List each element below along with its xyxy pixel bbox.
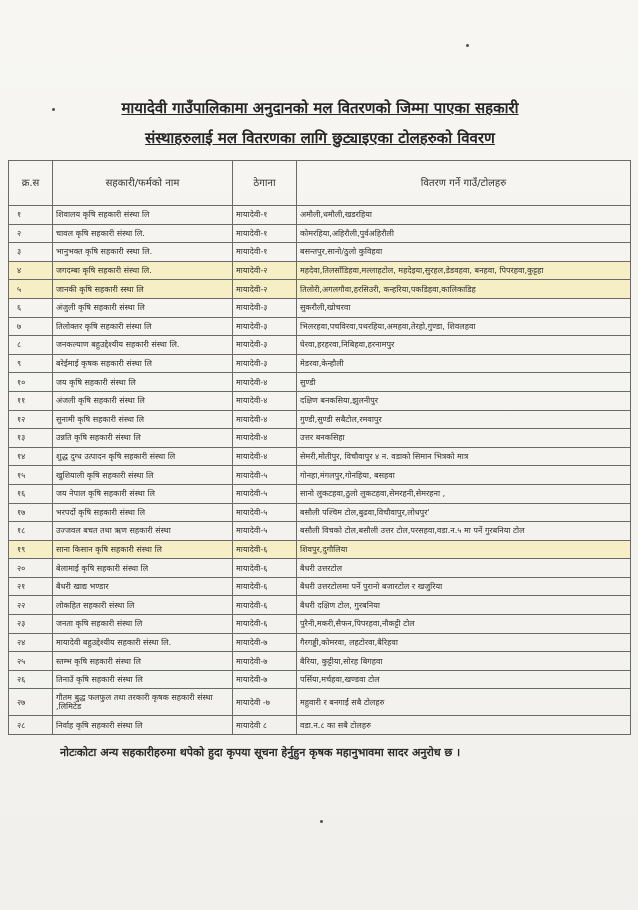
cell-serial: १८: [9, 522, 53, 541]
cell-villages: बसन्तपुर,सानो/ठुलो कुविहवा: [297, 243, 631, 262]
table-row: [9, 670, 631, 689]
cell-serial: १०: [9, 373, 53, 392]
cell-villages: सुण्डी: [297, 373, 631, 392]
cell-organization: जनकल्याण बहुउद्देश्यीय सहकारी संस्था लि.: [53, 336, 233, 355]
cell-organization: निर्वाह कृषि सहकारी संस्था लि: [53, 716, 233, 735]
cell-organization: जय नेपाल कृषि सहकारी संस्था लि: [53, 484, 233, 503]
scan-speck: [466, 44, 469, 47]
col-header-address: ठेगाना: [233, 161, 297, 206]
table-row: [9, 633, 631, 652]
table-row: [9, 429, 631, 448]
cell-address: मायादेवी-३: [233, 336, 297, 355]
table-row: [9, 466, 631, 485]
cell-villages: मेडरवा,केन्हौली: [297, 354, 631, 373]
cell-serial: १५: [9, 466, 53, 485]
cell-address: मायादेवी-४: [233, 373, 297, 392]
cell-serial: २८: [9, 716, 53, 735]
cell-villages: पुरैनी,मकरी,सैफन,पिपरहवा,नौकट्टी टोल: [297, 615, 631, 634]
cell-serial: ३: [9, 243, 53, 262]
cell-villages: कोमरहिया,अहिरौली,पुर्वअहिरौली: [297, 224, 631, 243]
table-row: [9, 336, 631, 355]
cell-address: मायादेवी ८: [233, 716, 297, 735]
cell-address: मायादेवी-१: [233, 224, 297, 243]
table-row: [9, 206, 631, 225]
cell-villages: अमौली,धमौली,खडरहिया: [297, 206, 631, 225]
cell-villages: बसौली पश्चिम टोल,बुढवा,विचौवापुर,लोधपुर': [297, 503, 631, 522]
cell-address: मायादेवी-२: [233, 280, 297, 299]
cell-villages: महुवारी र बनगाईं सबै टोलहरु: [297, 689, 631, 716]
cell-organization: उन्नति कृषि सहकारी संस्था लि: [53, 429, 233, 448]
distribution-table: [8, 160, 631, 735]
cell-villages: शिवपुर,दुगौलिया: [297, 540, 631, 559]
cell-organization: मायादेवी बहुउद्देश्यीय सहकारी संस्था लि.: [53, 633, 233, 652]
cell-villages: बैरिया, कुट्टीया,सोरह बिगहवा: [297, 652, 631, 671]
col-header-villages: वितरण गर्ने गाउँ/टोलहरु: [297, 161, 631, 206]
cell-serial: १३: [9, 429, 53, 448]
col-header-serial: क्र.स: [9, 161, 53, 206]
cell-serial: २: [9, 224, 53, 243]
cell-address: मायादेवी-४: [233, 410, 297, 429]
cell-villages: तिलोरी,अगलगौवा,हरसिउरी, कन्हरिया,पकडिहवा,कालिकाडिह: [297, 280, 631, 299]
cell-address: मायादेवी-४: [233, 429, 297, 448]
cell-villages: उत्तर बनकसिहा: [297, 429, 631, 448]
cell-organization: जनता कृषि सहकारी संस्था लि: [53, 615, 233, 634]
document-title-line2: संस्थाहरुलाई मल वितरणका लागि छुट्याइएका टोलहरुको विवरण: [145, 129, 495, 147]
col-header-organization: सहकारी/फर्मको नाम: [53, 161, 233, 206]
cell-organization: तिनाउँ कृषि सहकारी संस्था लि: [53, 670, 233, 689]
cell-address: मायादेवी-७: [233, 652, 297, 671]
cell-villages: सुकरौली,खोचरवा: [297, 298, 631, 317]
cell-serial: ५: [9, 280, 53, 299]
cell-villages: गोनहा,मंगलपुर,गोनहिया, बसहवा: [297, 466, 631, 485]
cell-serial: १९: [9, 540, 53, 559]
cell-serial: १६: [9, 484, 53, 503]
cell-villages: महदेवा,तिलसाँडिहवा,मल्लाहटोल, महदेइया,सुरहल,डेडवहवा, बनहवा, पिपरहवा,कुट्टहा: [297, 261, 631, 280]
cell-villages: सानो लुकटहवा,ठुलो लुकटहवा,सेमरहनी,सेमरहना ,: [297, 484, 631, 503]
cell-serial: २४: [9, 633, 53, 652]
table-row: [9, 243, 631, 262]
cell-address: मायादेवी-६: [233, 577, 297, 596]
cell-serial: ४: [9, 261, 53, 280]
cell-organization: गौतम बुद्ध फलफुल तथा तरकारी कृषक सहकारी संस्था ,लिमिटेड: [53, 689, 233, 716]
cell-organization: उज्जवल बचत तथा ऋण सहकारी संस्था: [53, 522, 233, 541]
cell-organization: भानुभक्त कृषि सहकारी स्स्था लि.: [53, 243, 233, 262]
table-row: [9, 317, 631, 336]
cell-address: मायादेवी-५: [233, 466, 297, 485]
table-row: [9, 373, 631, 392]
cell-address: मायादेवी-६: [233, 559, 297, 578]
cell-villages: बसौली विचको टोल,बसौली उत्तर टोल,परसहवा,वडा.न.५ मा पर्ने गुरबनिया टोल: [297, 522, 631, 541]
table-row: [9, 354, 631, 373]
cell-organization: अंजली कृषि सहकारी संस्था लि: [53, 391, 233, 410]
table-row: [9, 391, 631, 410]
cell-address: मायादेवी-१: [233, 206, 297, 225]
cell-serial: २३: [9, 615, 53, 634]
cell-address: मायादेवी-२: [233, 261, 297, 280]
cell-address: मायादेवी-६: [233, 615, 297, 634]
cell-serial: १२: [9, 410, 53, 429]
scan-speck: [320, 820, 323, 823]
cell-organization: जय कृषि सहकारी संस्था लि: [53, 373, 233, 392]
cell-address: मायादेवी-५: [233, 522, 297, 541]
cell-organization: बैधरी खाद्य भण्डार: [53, 577, 233, 596]
cell-villages: वडा.न.८ का सबै टोलहरु: [297, 716, 631, 735]
cell-villages: भिलरहवा,पचविरवा,पथरहिया,अमहवा,तेरहो,गुण्डा, शिवलहवा: [297, 317, 631, 336]
cell-serial: १७: [9, 503, 53, 522]
table-row: [9, 410, 631, 429]
table-row: [9, 224, 631, 243]
cell-address: मायादेवी-५: [233, 503, 297, 522]
cell-serial: ११: [9, 391, 53, 410]
cell-serial: २६: [9, 670, 53, 689]
cell-address: मायादेवी-३: [233, 317, 297, 336]
cell-address: मायादेवी-६: [233, 596, 297, 615]
cell-organization: अंजुली कृषि सहकारी संस्था लि: [53, 298, 233, 317]
cell-villages: घेरवा,हरहरवा,निबिहवा,हरनामपुर: [297, 336, 631, 355]
cell-organization: जगदम्बा कृषि सहकारी संस्था लि.: [53, 261, 233, 280]
cell-serial: २१: [9, 577, 53, 596]
table-row: [9, 261, 631, 280]
table-row: [9, 298, 631, 317]
cell-serial: २२: [9, 596, 53, 615]
table-row: [9, 447, 631, 466]
cell-organization: शिवालय कृषि सहकारी संस्था लि: [53, 206, 233, 225]
cell-villages: सेमरी,मोतीपुर, विचौवापुर ४ न. वडाको सिमान भित्रको मात्र: [297, 447, 631, 466]
cell-serial: ९: [9, 354, 53, 373]
cell-serial: ६: [9, 298, 53, 317]
cell-address: मायादेवी-४: [233, 391, 297, 410]
cell-villages: गुण्डी,सुण्डी सबैटोल,रमवापुर: [297, 410, 631, 429]
document-title-line1: मायादेवी गाउँपालिकामा अनुदानको मल वितरणको जिम्मा पाएका सहकारी: [121, 99, 519, 117]
cell-serial: २७: [9, 689, 53, 716]
table-row: [9, 615, 631, 634]
cell-organization: स्तम्भ कृषि सहकारी संस्था लि: [53, 652, 233, 671]
cell-organization: साना किसान कृषि सहकारी संस्था लि: [53, 540, 233, 559]
cell-organization: सुनामी कृषि सहकारी संस्था लि: [53, 410, 233, 429]
cell-serial: ७: [9, 317, 53, 336]
cell-villages: बैधरी उत्तरटोल: [297, 559, 631, 578]
cell-organization: चावल कृषि सहकारी संस्था लि.: [53, 224, 233, 243]
table-row: [9, 652, 631, 671]
cell-address: मायादेवी-६: [233, 540, 297, 559]
table-row: [9, 540, 631, 559]
cell-organization: लोकहित सहकारी संस्था लि: [53, 596, 233, 615]
cell-serial: १: [9, 206, 53, 225]
cell-organization: बरेईमाई कृषक सहकारी संस्था लि: [53, 354, 233, 373]
cell-organization: खुशियाली कृषि सहकारी संस्था लि: [53, 466, 233, 485]
scan-speck: [52, 108, 55, 111]
cell-address: मायादेवी-३: [233, 298, 297, 317]
table-row: [9, 596, 631, 615]
cell-address: मायादेवी-५: [233, 484, 297, 503]
table-row: [9, 559, 631, 578]
cell-address: मायादेवी-४: [233, 447, 297, 466]
cell-serial: १४: [9, 447, 53, 466]
table-row: [9, 689, 631, 716]
cell-address: मायादेवी-७: [233, 670, 297, 689]
table-row: [9, 503, 631, 522]
cell-address: मायादेवी -७: [233, 689, 297, 716]
cell-organization: तिलोक्तर कृषि सहकारी संस्था लि: [53, 317, 233, 336]
footer-note: नोटःकोटा अन्य सहकारीहरुमा थपेको हुदा कृपया सूचना हेर्नुहुन कृषक महानुभावमा सादर अनुरोध छ ।: [60, 746, 461, 759]
table-row: [9, 577, 631, 596]
cell-organization: बेलामाई कृषि सहकारी संस्था लि: [53, 559, 233, 578]
table-row: [9, 716, 631, 735]
cell-villages: दक्षिण बनकसिया,झुलनीपुर: [297, 391, 631, 410]
cell-villages: गैरगड्डी,कोमरवा, लहटोरवा,बैरिहवा: [297, 633, 631, 652]
cell-villages: बैधरी दक्षिण टोल, गुरबनिया: [297, 596, 631, 615]
cell-villages: बैधरी उत्तरटोलमा पर्ने पुरानो बजारटोल र खजुरिया: [297, 577, 631, 596]
cell-serial: २०: [9, 559, 53, 578]
table-header-row: [9, 161, 631, 206]
cell-organization: जानकी कृषि सहकारी स्स्था लि: [53, 280, 233, 299]
cell-villages: पर्सिया,मर्चहवा,खण्डवा टोल: [297, 670, 631, 689]
cell-organization: भरपर्दो कृषि सहकारी संस्था लि: [53, 503, 233, 522]
cell-serial: ८: [9, 336, 53, 355]
cell-address: मायादेवी-७: [233, 633, 297, 652]
cell-serial: २५: [9, 652, 53, 671]
table-row: [9, 280, 631, 299]
cell-address: मायादेवी-१: [233, 243, 297, 262]
table-row: [9, 522, 631, 541]
table-row: [9, 484, 631, 503]
cell-address: मायादेवी-३: [233, 354, 297, 373]
cell-organization: शुद्ध दुग्ध उत्पादन कृषि सहकारी संस्था लि: [53, 447, 233, 466]
